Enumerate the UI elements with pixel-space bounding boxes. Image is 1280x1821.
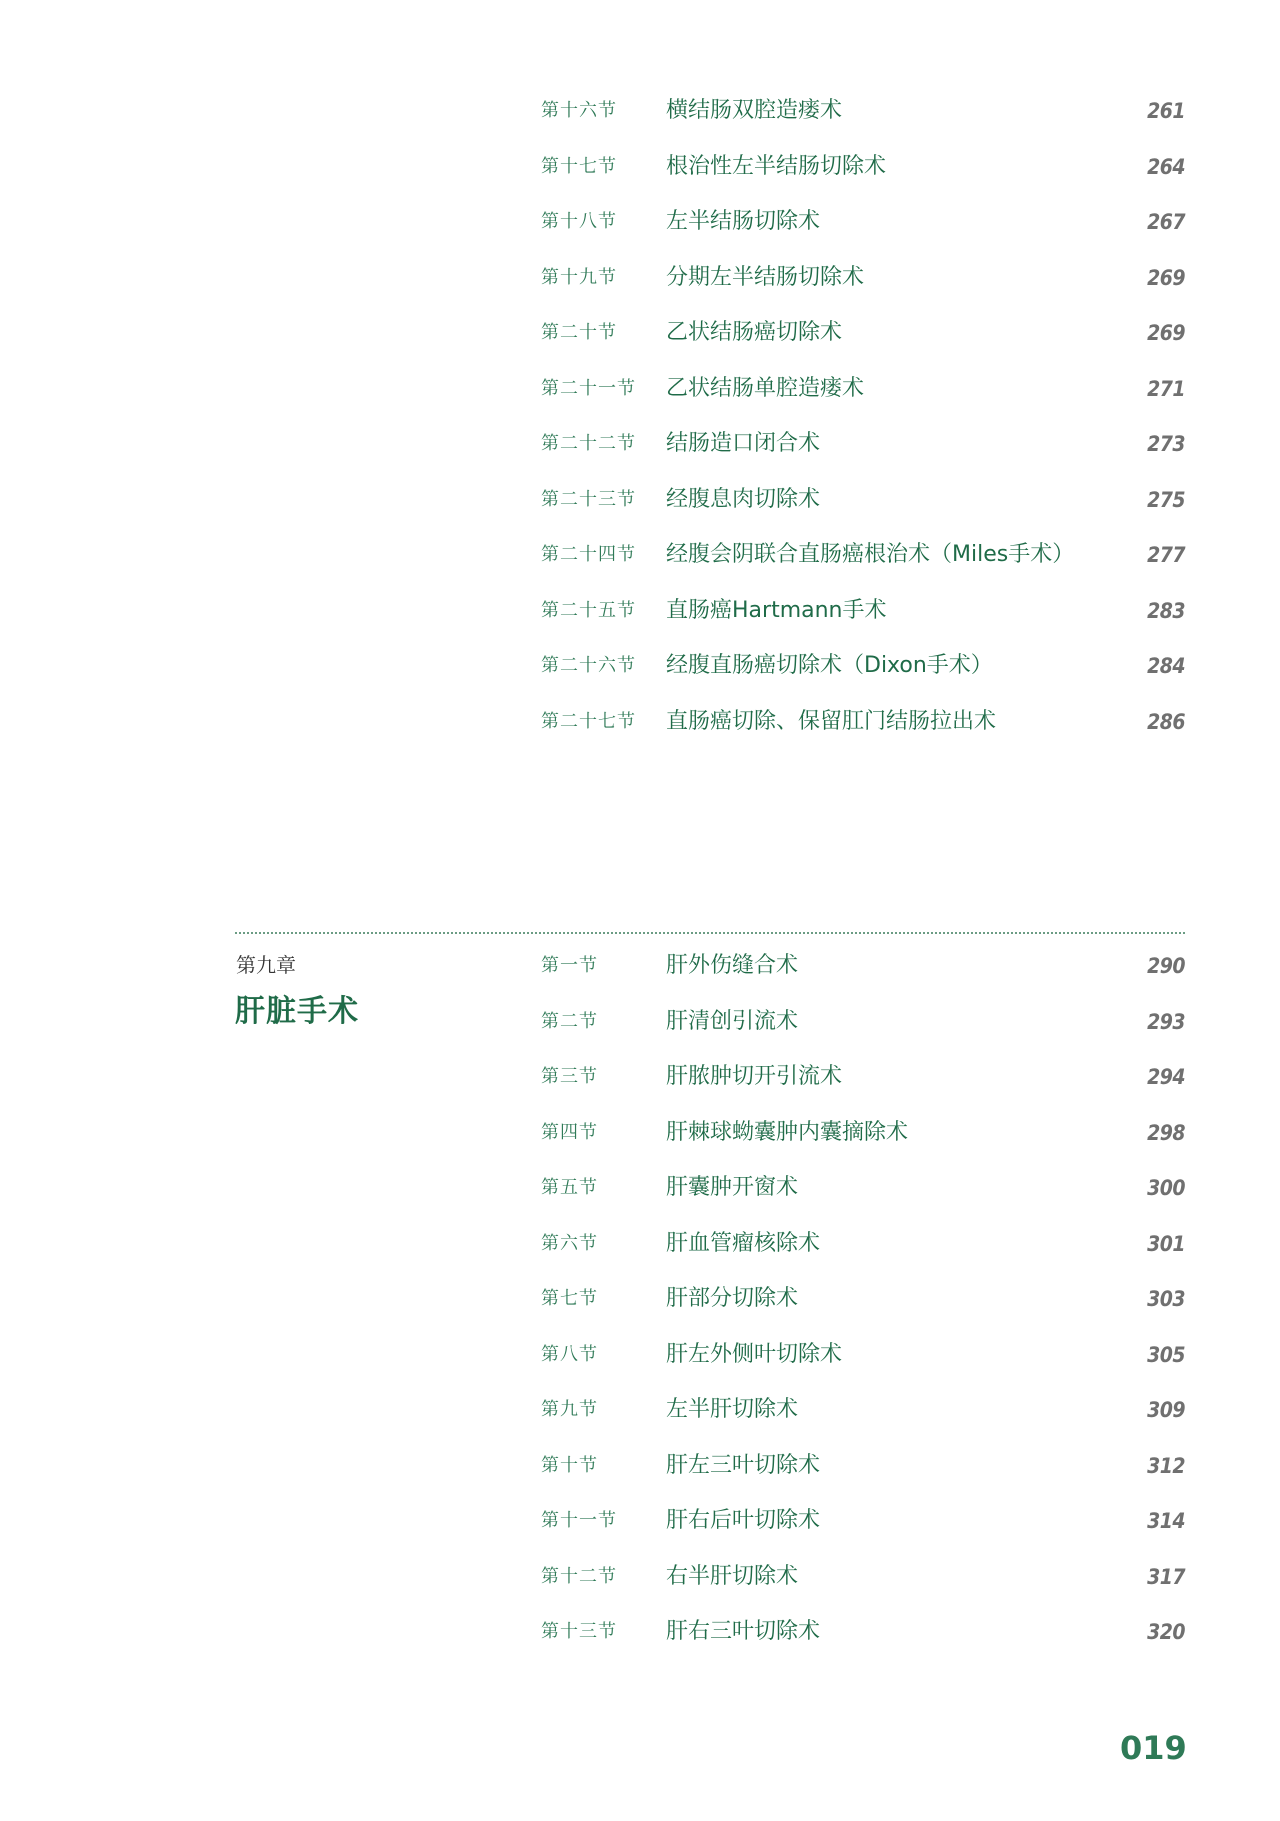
toc-entry[interactable] (541, 1388, 1185, 1444)
section-number: 第二十节 (541, 322, 617, 343)
section-page: 294 (1147, 1065, 1185, 1089)
section-number: 第二十三节 (541, 488, 636, 510)
section-page: 271 (1147, 376, 1185, 401)
section-number: 第十八节 (541, 211, 617, 232)
section-number: 第二十六节 (541, 655, 636, 676)
section-title: 肝右后叶切除术 (666, 1508, 821, 1533)
section-number: 第十七节 (541, 155, 617, 177)
section-title: 肝血管瘤核除术 (666, 1230, 821, 1256)
section-page: 275 (1147, 487, 1185, 512)
section-title: 经腹直肠癌切除术（Dixon手术） (666, 653, 993, 678)
section-title: 肝左三叶切除术 (666, 1452, 821, 1478)
page-number: 019 (1120, 1729, 1187, 1767)
section-number: 第二十四节 (541, 544, 636, 565)
section-title: 经腹会阴联合直肠癌根治术（Miles手术） (666, 542, 1075, 567)
chapter-section-list (541, 944, 1185, 1666)
section-page: 284 (1147, 654, 1185, 678)
section-title: 肝囊肿开窗术 (666, 1175, 799, 1200)
chapter-divider (235, 932, 1185, 934)
toc-entry[interactable] (541, 367, 1185, 423)
continued-section-list (541, 89, 1185, 755)
section-page: 267 (1147, 210, 1185, 234)
section-number: 第十六节 (541, 100, 617, 121)
section-page: 273 (1147, 432, 1185, 456)
section-title: 乙状结肠癌切除术 (666, 320, 843, 345)
section-number: 第十二节 (541, 1565, 617, 1587)
section-page: 283 (1147, 598, 1185, 623)
section-number: 第二十五节 (541, 599, 636, 621)
section-page: 301 (1147, 1231, 1185, 1256)
section-title: 肝右三叶切除术 (666, 1619, 821, 1644)
section-title: 经腹息肉切除术 (666, 486, 821, 512)
section-number: 第六节 (541, 1232, 598, 1254)
toc-entry[interactable] (541, 1499, 1185, 1555)
section-page: 314 (1147, 1509, 1185, 1533)
section-page: 293 (1147, 1009, 1185, 1034)
section-page: 290 (1147, 954, 1185, 978)
toc-entry[interactable] (541, 311, 1185, 367)
section-page: 261 (1147, 99, 1185, 123)
section-number: 第十九节 (541, 266, 617, 288)
section-page: 277 (1147, 543, 1185, 567)
section-number: 第九节 (541, 1399, 598, 1420)
section-title: 直肠癌Hartmann手术 (666, 597, 887, 623)
section-page: 317 (1147, 1564, 1185, 1589)
section-title: 肝棘球蚴囊肿内囊摘除术 (666, 1119, 909, 1145)
section-page: 320 (1147, 1620, 1185, 1644)
section-title: 乙状结肠单腔造瘘术 (666, 375, 865, 401)
section-title: 肝外伤缝合术 (666, 953, 799, 978)
section-number: 第三节 (541, 1066, 598, 1087)
chapter-title: 肝脏手术 (235, 994, 359, 1029)
section-number: 第四节 (541, 1121, 598, 1143)
section-title: 肝部分切除术 (666, 1286, 799, 1311)
toc-entry[interactable] (541, 533, 1185, 589)
toc-entry[interactable] (541, 478, 1185, 534)
toc-entry[interactable] (541, 145, 1185, 201)
section-page: 269 (1147, 321, 1185, 345)
section-number: 第五节 (541, 1177, 598, 1198)
toc-entry[interactable] (541, 1000, 1185, 1056)
section-number: 第十三节 (541, 1621, 617, 1642)
section-page: 300 (1147, 1176, 1185, 1200)
toc-entry[interactable] (541, 1111, 1185, 1167)
section-number: 第七节 (541, 1288, 598, 1309)
section-title: 肝脓肿切开引流术 (666, 1064, 843, 1089)
toc-entry[interactable] (541, 644, 1185, 700)
section-number: 第十一节 (541, 1510, 617, 1531)
section-number: 第二十一节 (541, 377, 636, 399)
toc-entry[interactable] (541, 1166, 1185, 1222)
section-page: 298 (1147, 1120, 1185, 1145)
section-page: 303 (1147, 1287, 1185, 1311)
section-title: 左半结肠切除术 (666, 209, 821, 234)
section-title: 结肠造口闭合术 (666, 431, 821, 456)
toc-entry[interactable] (541, 89, 1185, 145)
section-title: 左半肝切除术 (666, 1397, 799, 1422)
section-number: 第二十七节 (541, 710, 636, 732)
section-title: 直肠癌切除、保留肛门结肠拉出术 (666, 708, 997, 734)
section-number: 第二节 (541, 1010, 598, 1032)
chapter-label: 第九章 (236, 953, 296, 977)
toc-entry[interactable] (541, 422, 1185, 478)
section-number: 第二十二节 (541, 433, 636, 454)
section-page: 305 (1147, 1342, 1185, 1367)
toc-entry[interactable] (541, 1444, 1185, 1500)
toc-entry[interactable] (541, 200, 1185, 256)
toc-entry[interactable] (541, 1222, 1185, 1278)
section-title: 分期左半结肠切除术 (666, 264, 865, 290)
section-number: 第一节 (541, 955, 598, 976)
section-page: 264 (1147, 154, 1185, 179)
toc-entry[interactable] (541, 1055, 1185, 1111)
section-title: 右半肝切除术 (666, 1563, 799, 1589)
section-title: 横结肠双腔造瘘术 (666, 98, 843, 123)
toc-entry[interactable] (541, 256, 1185, 312)
toc-entry[interactable] (541, 1610, 1185, 1666)
section-page: 309 (1147, 1398, 1185, 1422)
toc-entry[interactable] (541, 1555, 1185, 1611)
toc-entry[interactable] (541, 1333, 1185, 1389)
section-page: 286 (1147, 709, 1185, 734)
section-page: 269 (1147, 265, 1185, 290)
toc-entry[interactable] (541, 589, 1185, 645)
toc-entry[interactable] (541, 944, 1185, 1000)
section-title: 肝左外侧叶切除术 (666, 1341, 843, 1367)
toc-entry[interactable] (541, 700, 1185, 756)
section-page: 312 (1147, 1453, 1185, 1478)
section-title: 肝清创引流术 (666, 1008, 799, 1034)
section-number: 第八节 (541, 1343, 598, 1365)
section-number: 第十节 (541, 1454, 598, 1476)
section-title: 根治性左半结肠切除术 (666, 153, 887, 179)
toc-entry[interactable] (541, 1277, 1185, 1333)
